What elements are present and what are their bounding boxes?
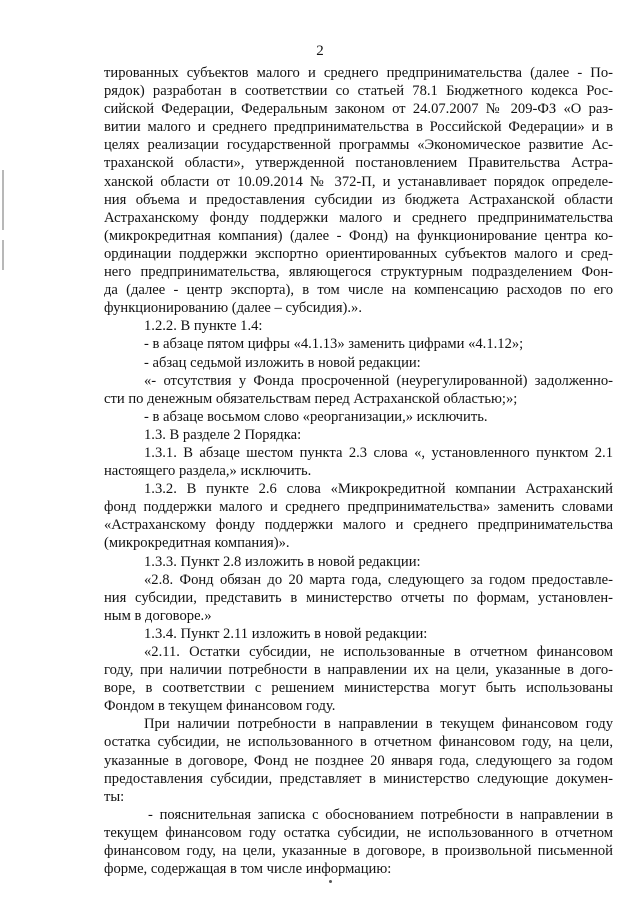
text-line: 1.3.3. Пункт 2.8 изложить в новой редакции: [144,553,421,570]
text-line: «- отсутствия у Фонда просроченной (неурегулированной) задолженно- [144,372,613,389]
text-line: «2.8. Фонд обязан до 20 марта года, следующего за годом предоставле- [144,571,613,588]
scan-artifact [2,240,4,270]
text-line: 1.3.4. Пункт 2.11 изложить в новой редакции: [144,625,428,642]
text-line: - абзац седьмой изложить в новой редакции: [144,354,421,371]
text-line: витии малого и среднего предпринимательства в Российской Федерации» и в [104,119,613,136]
text-line: форме, содержащая в том числе информацию: [104,861,392,878]
text-line: функционированию (далее – субсидия).». [104,300,362,317]
text-line: году, при наличии потребности в направлении их на цели, указанные в дого- [104,662,613,679]
text-line: указанные в договоре, Фонд не позднее 20 января года, следующего за годом [104,752,613,769]
text-line: ординации поддержки экспортно ориентированных субъектов малого и сред- [104,245,613,262]
text-line: воре, в соответствии с решением министерства могут быть использованы [104,680,613,697]
text-line: Фондом в текущем финансовом году. [104,698,336,715]
text-line: целях реализации государственной программы «Экономическое развитие Ас- [104,137,613,154]
text-line: «2.11. Остатки субсидии, не использованные в отчетном финансовом [144,644,613,660]
text-line: ния объема и предоставления субсидии из бюджета Астраханской области [104,191,613,208]
text-line: 1.3.2. В пункте 2.6 слова «Микрокредитной компании Астраханский [144,481,613,498]
text-line: рядок) разработан в соответствии со статьей 78.1 Бюджетного кодекса Рос- [104,83,613,100]
text-line: (микрокредитная компания) (далее - Фонд) на функционирование центра ко- [104,227,613,244]
text-line: фонд поддержки малого и среднего предпринимательства» заменить словами [104,499,613,516]
text-line: При наличии потребности в направлении в текущем финансовом году [144,716,613,733]
text-line: ным в договоре.» [104,607,212,624]
text-line: (микрокредитная компания)». [104,535,290,552]
text-line: 1.3. В разделе 2 Порядка: [144,426,302,443]
text-line: 1.3.1. В абзаце шестом пункта 2.3 слова «, установленного пунктом 2.1 [144,444,613,461]
text-line: - в абзаце восьмом слово «реорганизации,» исключить. [144,408,488,425]
text-line: траханской области», утвержденной постановлением Правительства Астра- [104,155,613,172]
text-line: Астраханскому фонду поддержки малого и среднего предпринимательства [104,209,613,226]
scan-artifact [2,170,4,230]
text-line: остатка субсидии, не использованного в отчетном финансовом году, на цели, [104,734,613,751]
text-line: - пояснительная записка с обоснованием потребности в направлении в [148,806,613,823]
text-line: ты: [104,788,125,805]
text-line: ханской области от 10.09.2014 № 372-П, и устанавливает порядок определе- [104,173,613,190]
text-line: тированных субъектов малого и среднего предпринимательства (далее - По- [104,65,613,81]
text-line: 1.2.2. В пункте 1.4: [144,318,263,335]
text-line: сийской Федерации, Федеральным законом от 24.07.2007 № 209-ФЗ «О раз- [104,101,613,118]
text-line: ния субсидии, представить в министерство отчеты по формам, установлен- [104,589,613,606]
text-line: - в абзаце пятом цифры «4.1.13» заменить цифрами «4.1.12»; [144,336,524,353]
text-line: предоставления субсидии, представляет в министерство следующие докумен- [104,770,613,787]
text-line: текущем финансовом году остатка субсидии, не использованного в отчетном [104,824,613,841]
text-line: финансовом году, на цели, указанные в договоре, в произвольной письменной [104,843,613,860]
text-line: да (далее - центр экспорта), в том числе на компенсацию расходов по его [104,282,613,299]
document-body [104,64,613,878]
text-line: сти по денежным обязательствам перед Астраханской областью;»; [104,390,518,407]
text-line: «Астраханскому фонду поддержки малого и среднего предпринимательства [104,517,613,534]
text-line: настоящего раздела,» исключить. [104,463,312,480]
scan-dot [329,880,332,883]
page-number: 2 [316,43,324,59]
text-line: него предпринимательства, являющегося структурным подразделением Фон- [104,264,613,281]
